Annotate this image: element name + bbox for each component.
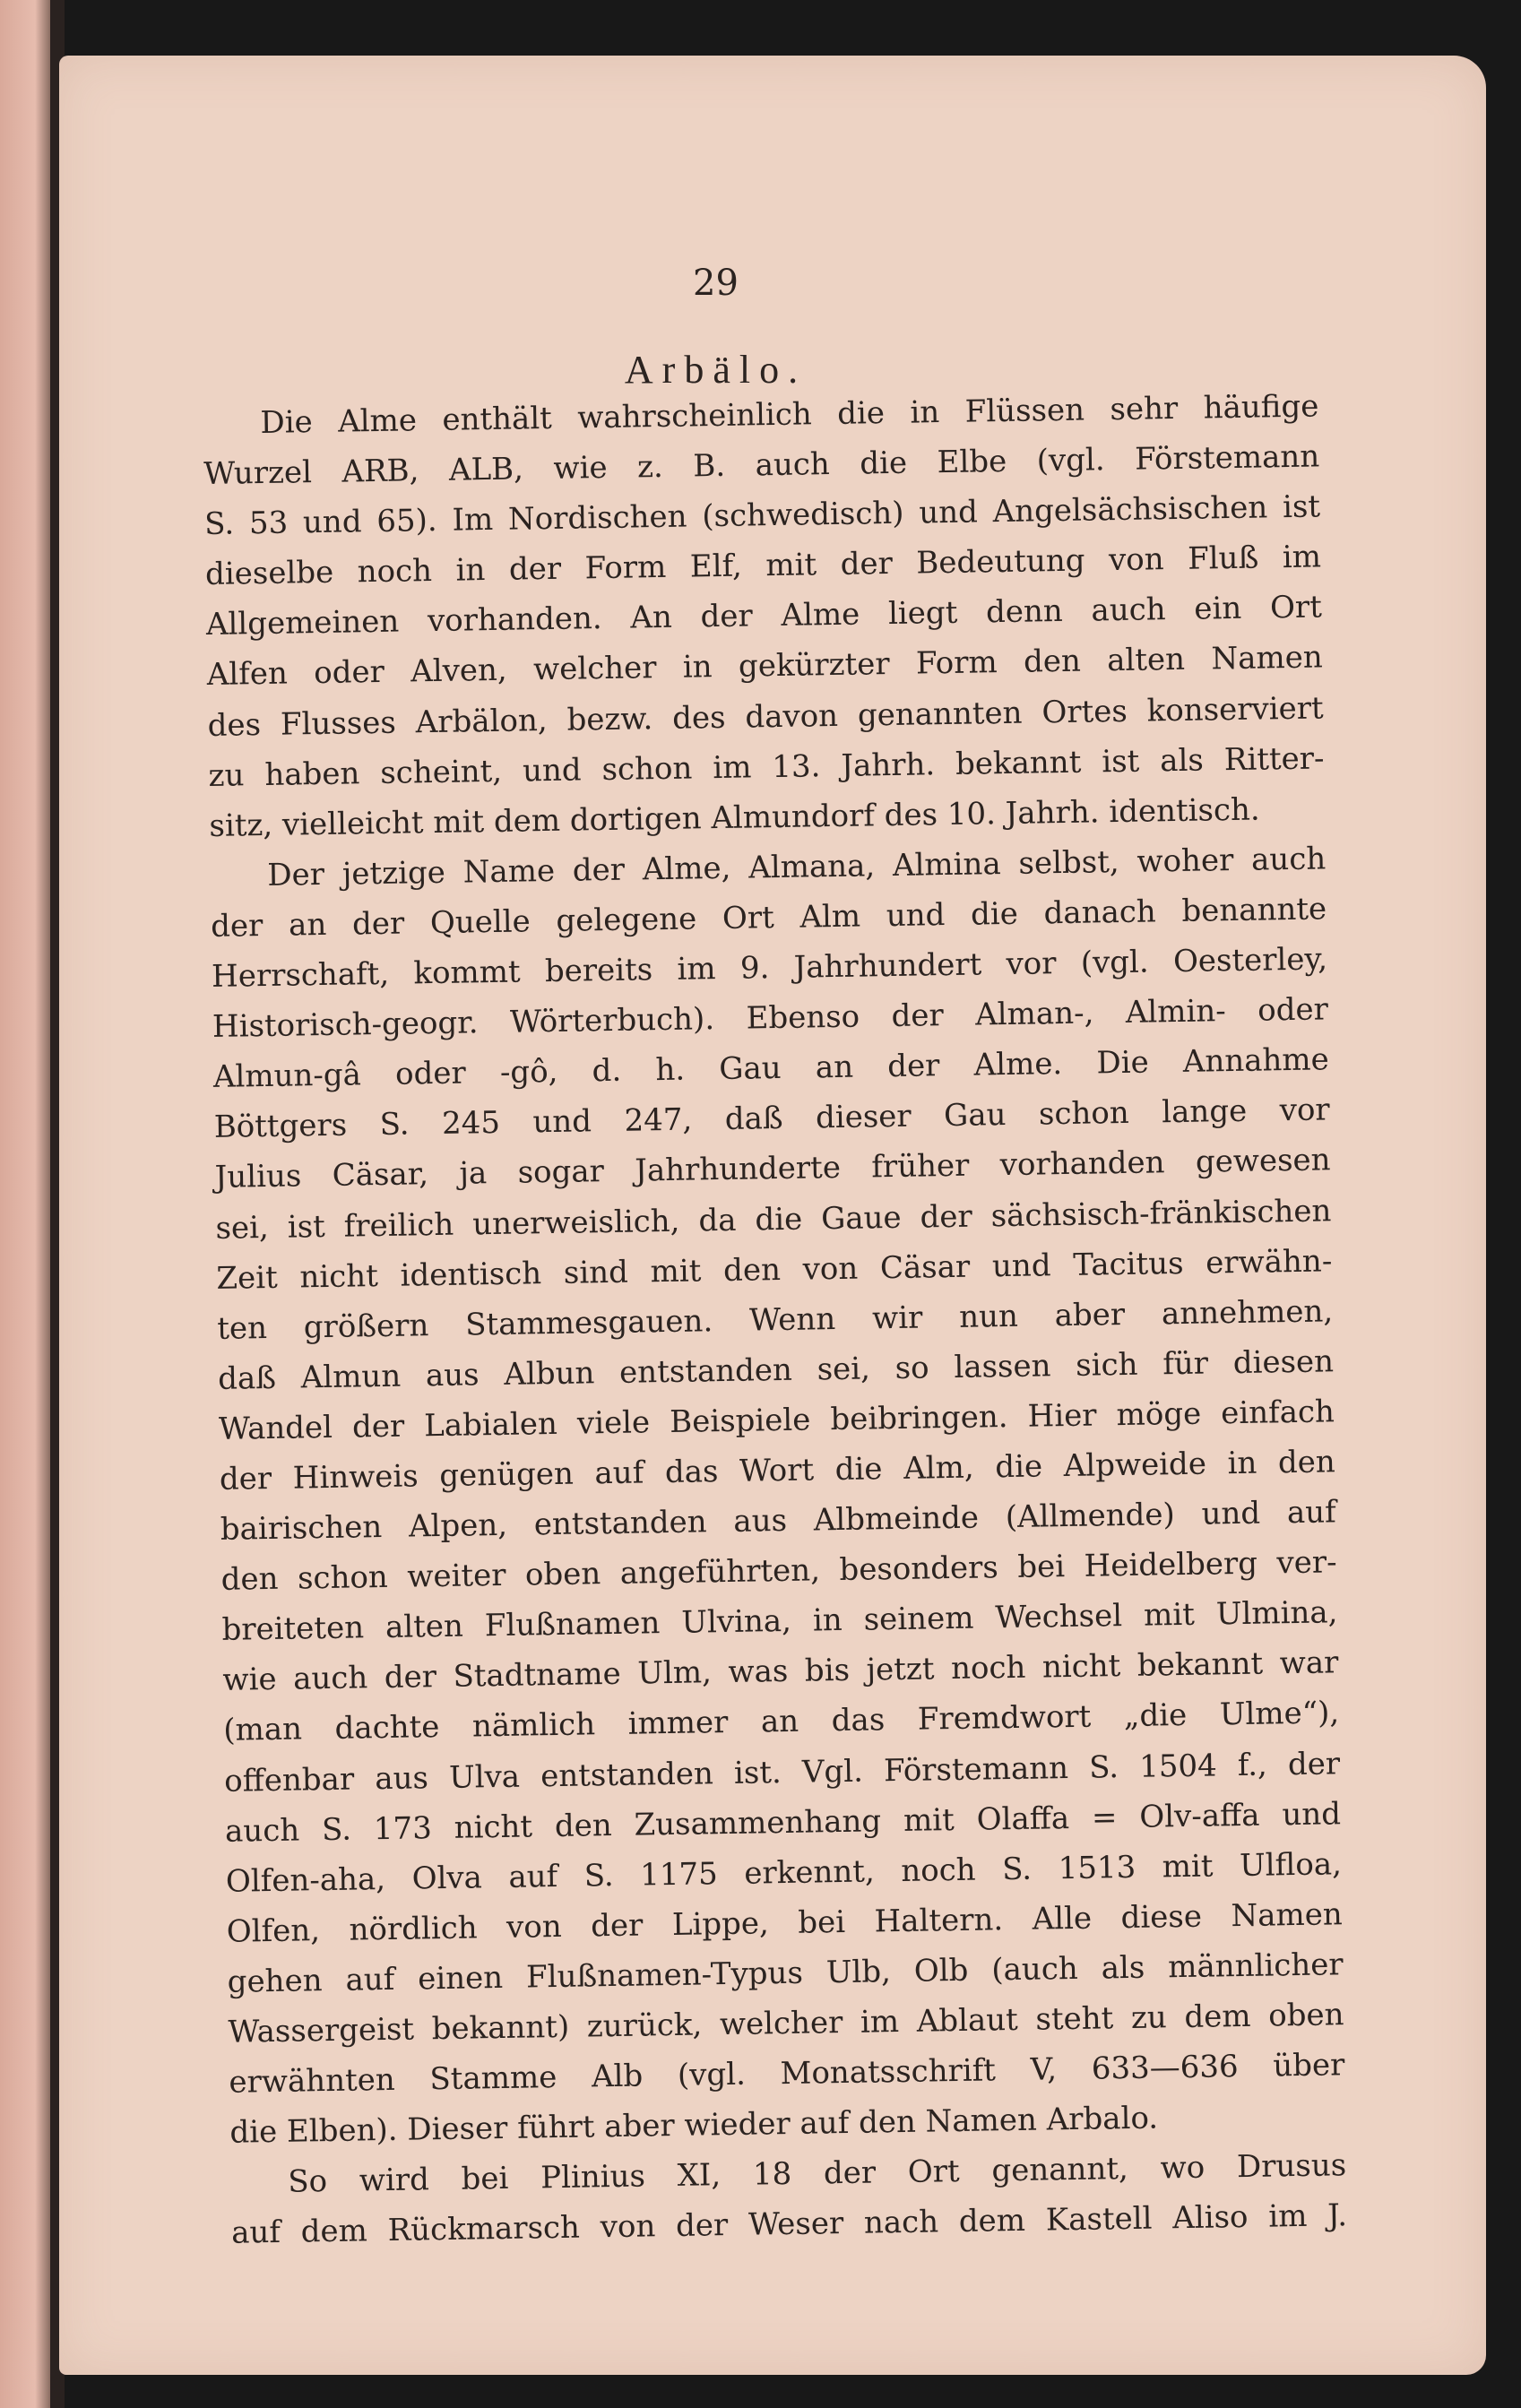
- text-line: Almun-gâ oder -gô, d. h. Gau an der Alme. Die Annahme: [212, 1041, 1330, 1096]
- text-line: gehen auf einen Flußnamen-Typus Ulb, Olb (auch als männlicher: [227, 1946, 1344, 2000]
- previous-page-edge: [0, 0, 50, 2408]
- text-line: Olfen, nördlich von der Lippe, bei Haltern. Alle diese Namen: [226, 1896, 1344, 1950]
- text-line: die Elben). Dieser führt aber wieder auf den Namen Arbalo.: [229, 2100, 1159, 2151]
- book-page: [59, 56, 1486, 2375]
- text-line: (man dachte nämlich immer an das Fremdwort „die Ulme“),: [223, 1695, 1340, 1749]
- text-line: zu haben scheint, und schon im 13. Jahrh. bekannt ist als Ritter-: [208, 740, 1325, 794]
- text-line: Der jetzige Name der Alme, Almana, Almina selbst, woher auch: [267, 841, 1327, 893]
- text-line: Die Alme enthält wahrscheinlich die in Flüssen sehr häufige: [260, 388, 1319, 441]
- text-line: Alfen oder Alven, welcher in gekürzter Form den alten Namen: [206, 639, 1324, 694]
- text-line: offenbar aus Ulva entstanden ist. Vgl. Förstemann S. 1504 f., der: [223, 1745, 1341, 1800]
- text-line: der Hinweis genügen auf das Wort die Alm, die Alpweide in den: [219, 1444, 1336, 1497]
- text-line: S. 53 und 65). Im Nordischen (schwedisch) und Angelsächsischen ist: [203, 488, 1321, 543]
- text-line: daß Almun aus Albun entstanden sei, so lassen sich für diesen: [217, 1343, 1335, 1397]
- text-line: auf dem Rückmarsch von der Weser nach dem Kastell Aliso im J.: [230, 2197, 1348, 2252]
- text-line: erwähnten Stamme Alb (vgl. Monatsschrift V, 633—636 über: [229, 2047, 1345, 2101]
- text-line: sei, ist freilich unerweislich, da die Gaue der sächsisch-fränkischen: [215, 1192, 1332, 1247]
- text-line: des Flusses Arbälon, bezw. des davon genannten Ortes konserviert: [207, 689, 1324, 744]
- text-line: Allgemeinen vorhanden. An der Alme liegt denn auch ein Ort: [205, 589, 1323, 643]
- text-line: So wird bei Plinius XI, 18 der Ort genannt, wo Drusus: [287, 2147, 1347, 2201]
- text-line: der an der Quelle gelegene Ort Alm und die danach benannte: [210, 891, 1327, 945]
- text-line: den schon weiter oben angeführten, besonders bei Heidelberg ver-: [220, 1544, 1337, 1598]
- section-title: Arbälo.: [624, 348, 808, 392]
- text-line: Böttgers S. 245 und 247, daß dieser Gau schon lange vor: [213, 1092, 1330, 1146]
- text-line: sitz, vielleicht mit dem dortigen Almundorf des 10. Jahrh. identisch.: [209, 791, 1260, 844]
- text-line: bairischen Alpen, entstanden aus Albmeinde (Allmende) und auf: [220, 1494, 1336, 1548]
- text-line: Wandel der Labialen viele Beispiele beibringen. Hier möge einfach: [218, 1394, 1335, 1447]
- text-line: Wassergeist bekannt) zurück, welcher im Ablaut steht zu dem oben: [228, 1997, 1344, 2050]
- text-line: Julius Cäsar, ja sogar Jahrhunderte früher vorhanden gewesen: [214, 1142, 1331, 1196]
- text-line: breiteten alten Flußnamen Ulvina, in seinem Wechsel mit Ulmina,: [221, 1594, 1338, 1649]
- text-line: Wurzel ARB, ALB, wie z. B. auch die Elbe (vgl. Förstemann: [203, 438, 1320, 493]
- page-number: 29: [693, 263, 739, 304]
- text-line: dieselbe noch in der Form Elf, mit der Bedeutung von Fluß im: [204, 539, 1322, 593]
- text-line: ten größern Stammesgauen. Wenn wir nun aber annehmen,: [216, 1293, 1334, 1347]
- text-line: auch S. 173 nicht den Zusammenhang mit Olaffa = Olv-affa und: [224, 1795, 1342, 1850]
- body-text: [203, 381, 1347, 2258]
- text-line: Olfen-aha, Olva auf S. 1175 erkennt, noch S. 1513 mit Ulfloa,: [225, 1845, 1343, 1900]
- text-line: Zeit nicht identisch sind mit den von Cäsar und Tacitus erwähn-: [216, 1242, 1333, 1297]
- text-line: Herrschaft, kommt bereits im 9. Jahrhundert vor (vgl. Oesterley,: [211, 941, 1328, 995]
- text-line: Historisch-geogr. Wörterbuch). Ebenso der Alman-, Almin- oder: [212, 991, 1329, 1046]
- text-line: wie auch der Stadtname Ulm, was bis jetzt noch nicht bekannt war: [222, 1644, 1339, 1699]
